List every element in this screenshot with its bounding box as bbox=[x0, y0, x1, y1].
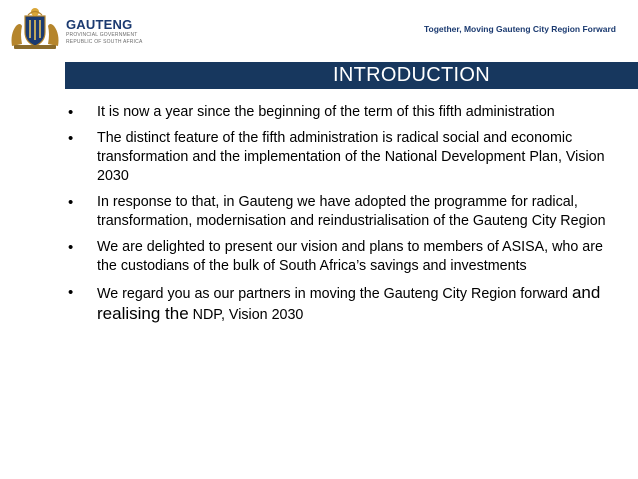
slide-header bbox=[0, 0, 638, 58]
bullet-item bbox=[68, 103, 613, 122]
bullet-text-before: We regard you as our partners in moving the Gauteng City Region forward bbox=[97, 285, 572, 302]
bullet-text: We are delighted to present our vision and plans to members of ASISA, who are the custodians of the bulk of South Africa’s savings and investments bbox=[97, 238, 603, 274]
bullet-item bbox=[68, 193, 613, 231]
bullet-list bbox=[68, 103, 613, 332]
slide-title: INTRODUCTION bbox=[333, 64, 490, 86]
bullet-dot-icon: • bbox=[68, 238, 74, 256]
coat-of-arms-icon bbox=[8, 6, 62, 50]
bullet-dot-icon: • bbox=[68, 129, 74, 147]
bullet-text-after: NDP, Vision 2030 bbox=[188, 306, 304, 323]
logo-subline-2: REPUBLIC OF SOUTH AFRICA bbox=[66, 39, 143, 45]
government-logo-text bbox=[66, 18, 142, 45]
bullet-text: It is now a year since the beginning of the term of this fifth administration bbox=[97, 104, 555, 120]
bullet-text: The distinct feature of the fifth administration is radical social and economic transformation and the implementation of the National Development Plan, Vision 2030 bbox=[97, 129, 605, 185]
bullet-dot-icon: • bbox=[68, 283, 74, 301]
title-bar bbox=[65, 62, 638, 89]
bullet-dot-icon: • bbox=[68, 104, 74, 121]
bullet-item bbox=[68, 238, 613, 276]
logo-name: GAUTENG bbox=[66, 17, 133, 32]
header-tagline: Together, Moving Gauteng City Region Forward bbox=[423, 24, 616, 34]
bullet-text: In response to that, in Gauteng we have adopted the programme for radical, transformation, modernisation and reindustrialisation of the Gauteng City Region bbox=[97, 193, 606, 230]
bullet-text-emphasis: and realising the bbox=[97, 282, 601, 323]
bullet-item bbox=[68, 283, 613, 325]
logo-subline-1: PROVINCIAL GOVERNMENT bbox=[66, 32, 138, 38]
bullet-item bbox=[68, 129, 613, 187]
bullet-dot-icon: • bbox=[68, 193, 74, 211]
